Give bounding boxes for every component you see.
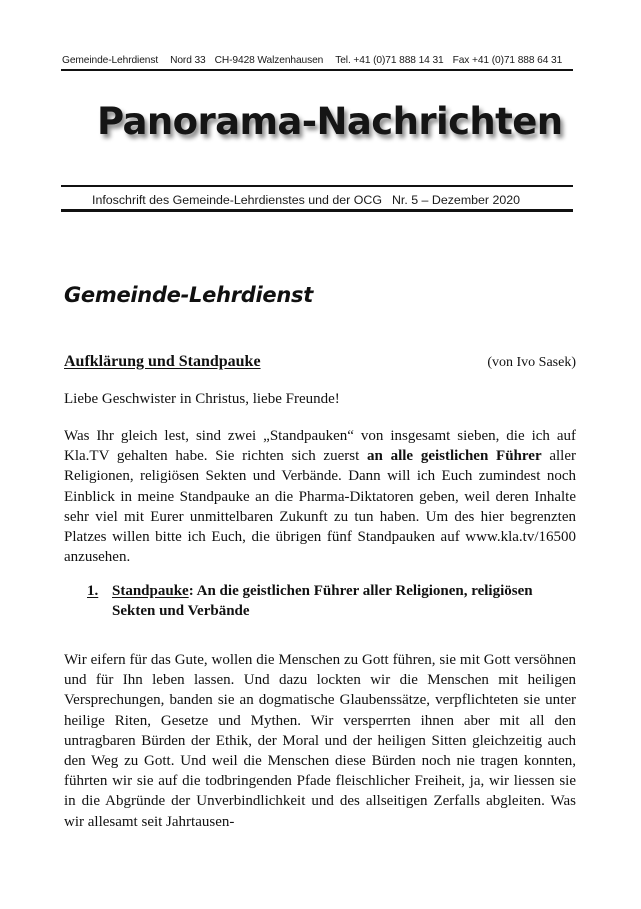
subheader-description: Infoschrift des Gemeinde-Lehrdienstes und der OCG: [92, 193, 382, 207]
intro-bold: an alle geistlichen Führer: [367, 448, 542, 465]
header-rule: [61, 69, 573, 71]
header-city: CH-9428 Walzenhausen: [214, 55, 324, 66]
heading-text: [112, 581, 576, 621]
heading-label: Standpauke: [112, 583, 189, 599]
subheader-rule-bottom: [61, 209, 573, 212]
intro-text-1: Was Ihr gleich lest, sind zwei „Standpauken“ von insgesamt sieben, die ich auf Kla.TV gehalten habe. Sie richten sich zuerst: [64, 428, 576, 465]
issue-number: Nr. 5 – Dezember 2020: [391, 193, 521, 207]
greeting: Liebe Geschwister in Christus, liebe Freunde!: [64, 391, 340, 407]
subheader: [92, 193, 520, 207]
body-paragraph: Wir eifern für das Gute, wollen die Menschen zu Gott führen, sie mit Gott versöhnen und für Ihn leben lassen. Und dazu lockten wir die Menschen mit heiligen Versprechungen, banden sie an dogmatische Glaubenssätze, verpflichteten sie unter heilige Riten, Gesetze und Mythen. Wir versperrten ihnen aber mit all den untragbaren Bürden der Ethik, der Moral und der heiligen Sitten gleichzeitig auch den Weg zu Gott. Und weil die Menschen diese Bürden noch nie tragen konnten, führten wir sie auf die todbringenden Pfade fleischlicher Freiheit, ja, wir liessen sie in die Abgründe der Unverbindlichkeit und des allseitigen Zerfalls abgleiten. Was wir allesamt seit Jahrtausen-: [64, 652, 576, 830]
subheader-rule-top: [61, 185, 573, 187]
header-org: Gemeinde-Lehrdienst: [62, 55, 159, 66]
header-tel: Tel. +41 (0)71 888 14 31: [335, 55, 444, 66]
header-fax: Fax +41 (0)71 888 64 31: [452, 55, 563, 66]
header-street: Nord 33: [170, 55, 206, 66]
intro-text-2: aller Religionen, religiösen Sekten und Verbände. Dann will ich Euch zumindest noch Einblick in meine Standpauke an die Pharma-Diktatoren geben, weil deren Inhalte sehr viel mit Eurer unmittelbaren Zukunft zu tun haben. Um des hier begrenzten Platzes willen bitte ich Euch, die übrigen fünf Standpauken auf www.kla.tv/16500 anzusehen.: [64, 448, 576, 566]
intro-paragraph: [64, 426, 576, 567]
heading-rest: : An die geistlichen Führer aller Religionen, religiösen Sekten und Verbände: [112, 583, 533, 619]
article-title: Aufklärung und Standpauke: [64, 353, 261, 370]
article-author: (von Ivo Sasek): [487, 355, 576, 370]
article-header: [64, 353, 576, 375]
contact-header: [62, 55, 574, 66]
section-title: Gemeinde-Lehrdienst: [64, 283, 313, 307]
heading-number: 1.: [87, 583, 99, 599]
masthead-title: Panorama-Nachrichten: [97, 100, 563, 143]
